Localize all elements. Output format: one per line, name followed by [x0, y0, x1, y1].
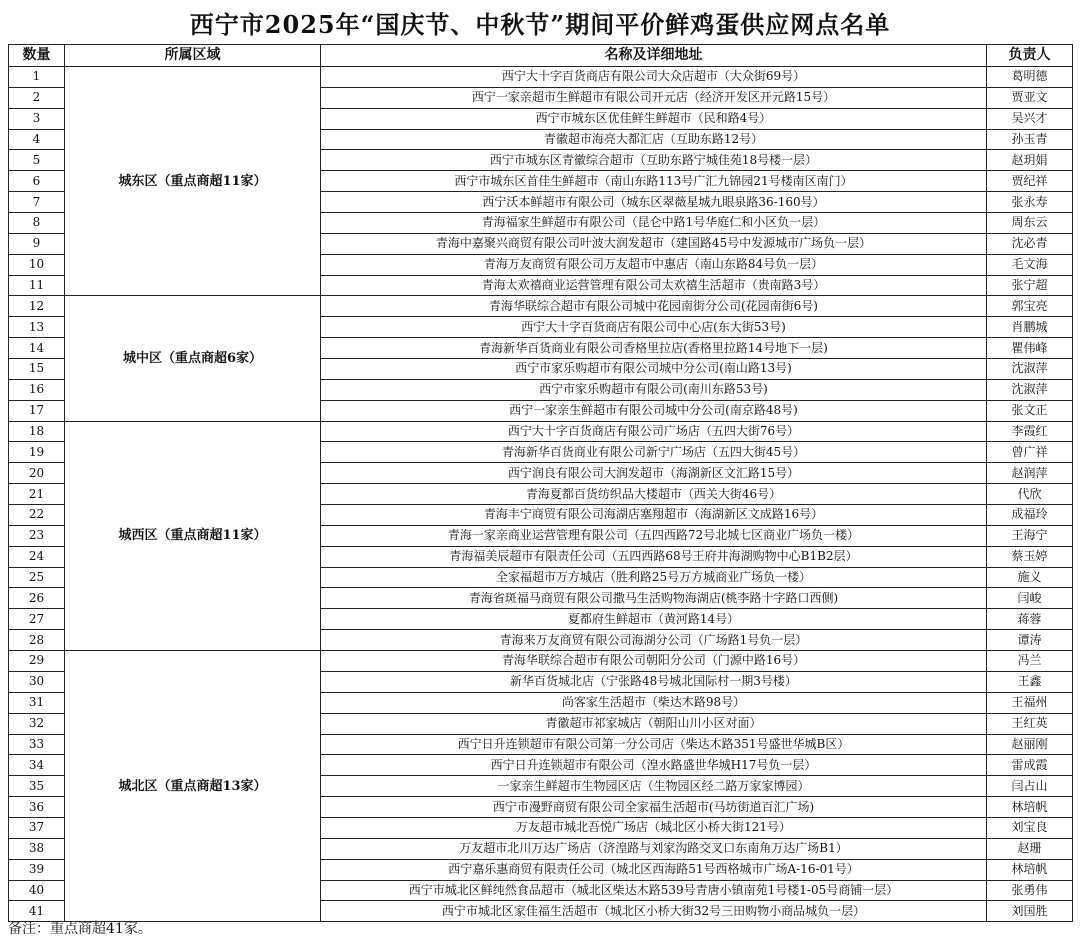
store-name-address: 西宁市城东区首佳生鲜超市（南山东路113号广汇九锦园21号楼南区南门） [321, 171, 987, 192]
responsible-person: 张永寿 [987, 192, 1073, 213]
region-cell: 城东区（重点商超11家） [65, 67, 321, 296]
responsible-person: 成福玲 [987, 505, 1073, 526]
row-number: 29 [9, 651, 65, 672]
store-name-address: 西宁市家乐购超市有限公司城中分公司(南山路13号) [321, 359, 987, 380]
store-name-address: 西宁市城东区优佳鲜生鲜超市（民和路4号） [321, 108, 987, 129]
store-name-address: 西宁市城北区鲜纯然食品超市（城北区柴达木路539号青唐小镇南苑1号楼1-05号商铺一层） [321, 880, 987, 901]
store-name-address: 青海省斑福马商贸有限公司撒马生活购物海湖店(桃李路十字路口西侧) [321, 588, 987, 609]
header-region: 所属区域 [65, 45, 321, 67]
row-number: 10 [9, 254, 65, 275]
responsible-person: 曾广祥 [987, 442, 1073, 463]
region-cell: 城西区（重点商超11家） [65, 421, 321, 650]
row-number: 23 [9, 525, 65, 546]
row-number: 30 [9, 671, 65, 692]
row-number: 2 [9, 87, 65, 108]
row-number: 18 [9, 421, 65, 442]
store-name-address: 西宁市城北区家佳福生活超市（城北区小桥大街32号三田购物小商品城负一层） [321, 901, 987, 922]
responsible-person: 王福州 [987, 692, 1073, 713]
responsible-person: 施义 [987, 567, 1073, 588]
row-number: 40 [9, 880, 65, 901]
row-number: 33 [9, 734, 65, 755]
store-list-table [8, 44, 1073, 922]
store-name-address: 西宁日升连锁超市有限公司第一分公司店（柴达木路351号盛世华城B区） [321, 734, 987, 755]
responsible-person: 赵丽刚 [987, 734, 1073, 755]
responsible-person: 闫占山 [987, 776, 1073, 797]
table-body [9, 67, 1073, 922]
responsible-person: 闫峻 [987, 588, 1073, 609]
row-number: 27 [9, 609, 65, 630]
store-name-address: 西宁润良有限公司大润发超市（海湖新区文汇路15号） [321, 463, 987, 484]
row-number: 34 [9, 755, 65, 776]
store-name-address: 青海丰宁商贸有限公司海湖店塞翔超市（海湖新区文成路16号） [321, 505, 987, 526]
responsible-person: 林培帆 [987, 797, 1073, 818]
row-number: 32 [9, 713, 65, 734]
store-name-address: 青海福美辰超市有限责任公司（五四西路68号王府井海湖购物中心B1B2层） [321, 546, 987, 567]
row-number: 21 [9, 484, 65, 505]
responsible-person: 毛文海 [987, 254, 1073, 275]
store-name-address: 青海新华百货商业有限公司香格里拉店(香格里拉路14号地下一层) [321, 338, 987, 359]
responsible-person: 赵玥娟 [987, 150, 1073, 171]
store-name-address: 青海夏都百货纺织品大楼超市（西关大街46号） [321, 484, 987, 505]
store-name-address: 万友超市城北吾悦广场店（城北区小桥大街121号） [321, 817, 987, 838]
responsible-person: 代欣 [987, 484, 1073, 505]
store-name-address: 青海太欢禧商业运营管理有限公司太欢禧生活超市（贵南路3号） [321, 275, 987, 296]
row-number: 35 [9, 776, 65, 797]
row-number: 7 [9, 192, 65, 213]
row-number: 19 [9, 442, 65, 463]
store-name-address: 西宁市漫野商贸有限公司全家福生活超市(马坊街道百汇广场) [321, 797, 987, 818]
store-name-address: 青海中嘉聚兴商贸有限公司叶波大润发超市（建国路45号中发源城市广场负一层） [321, 233, 987, 254]
responsible-person: 雷成霞 [987, 755, 1073, 776]
store-name-address: 西宁大十字百货商店有限公司中心店(东大街53号) [321, 317, 987, 338]
responsible-person: 沈必青 [987, 233, 1073, 254]
store-name-address: 青海一家亲商业运营管理有限公司（五四西路72号北城七区商业广场负一楼） [321, 525, 987, 546]
responsible-person: 谭涛 [987, 630, 1073, 651]
responsible-person: 王海宁 [987, 525, 1073, 546]
row-number: 36 [9, 797, 65, 818]
row-number: 41 [9, 901, 65, 922]
responsible-person: 吴兴才 [987, 108, 1073, 129]
responsible-person: 周东云 [987, 213, 1073, 234]
store-name-address: 青海万友商贸有限公司万友超市中惠店（南山东路84号负一层） [321, 254, 987, 275]
responsible-person: 肖鹏城 [987, 317, 1073, 338]
responsible-person: 沈淑萍 [987, 359, 1073, 380]
row-number: 15 [9, 359, 65, 380]
store-name-address: 西宁嘉乐惠商贸有限责任公司（城北区西海路51号西格城市广场A-16-01号） [321, 859, 987, 880]
row-number: 4 [9, 129, 65, 150]
responsible-person: 贾亚文 [987, 87, 1073, 108]
region-cell: 城北区（重点商超13家） [65, 651, 321, 922]
responsible-person: 赵润萍 [987, 463, 1073, 484]
responsible-person: 张宁超 [987, 275, 1073, 296]
header-num: 数量 [9, 45, 65, 67]
store-name-address: 新华百货城北店（宁张路48号城北国际村一期3号楼） [321, 671, 987, 692]
table-header-row [9, 45, 1073, 67]
row-number: 37 [9, 817, 65, 838]
store-name-address: 夏都府生鲜超市（黄河路14号） [321, 609, 987, 630]
responsible-person: 郭宝亮 [987, 296, 1073, 317]
responsible-person: 沈淑萍 [987, 379, 1073, 400]
responsible-person: 葛明德 [987, 67, 1073, 88]
responsible-person: 蒋蓉 [987, 609, 1073, 630]
responsible-person: 林培帆 [987, 859, 1073, 880]
store-name-address: 西宁沃本鲜超市有限公司（城东区翠薇星城九眼泉路36-160号） [321, 192, 987, 213]
responsible-person: 贾纪祥 [987, 171, 1073, 192]
row-number: 31 [9, 692, 65, 713]
responsible-person: 张文正 [987, 400, 1073, 421]
responsible-person: 刘国胜 [987, 901, 1073, 922]
row-number: 22 [9, 505, 65, 526]
row-number: 38 [9, 838, 65, 859]
row-number: 13 [9, 317, 65, 338]
row-number: 8 [9, 213, 65, 234]
table-row [9, 651, 1073, 672]
row-number: 16 [9, 379, 65, 400]
header-name: 名称及详细地址 [321, 45, 987, 67]
page-title: 西宁市2025年“国庆节、中秋节”期间平价鲜鸡蛋供应网点名单 [189, 9, 891, 39]
table-row [9, 67, 1073, 88]
store-name-address: 青海福家生鲜超市有限公司（昆仑中路1号华庭仁和小区负一层） [321, 213, 987, 234]
row-number: 14 [9, 338, 65, 359]
responsible-person: 瞿伟峰 [987, 338, 1073, 359]
responsible-person: 赵珊 [987, 838, 1073, 859]
row-number: 17 [9, 400, 65, 421]
row-number: 5 [9, 150, 65, 171]
header-person: 负责人 [987, 45, 1073, 67]
store-name-address: 青海华联综合超市有限公司城中花园南街分公司(花园南街6号) [321, 296, 987, 317]
row-number: 24 [9, 546, 65, 567]
store-name-address: 尚客家生活超市（柴达木路98号） [321, 692, 987, 713]
responsible-person: 蔡玉婷 [987, 546, 1073, 567]
store-name-address: 万友超市北川万达广场店（济湟路与刘家沟路交叉口东南角万达广场B1） [321, 838, 987, 859]
store-name-address: 西宁大十字百货商店有限公司广场店（五四大街76号） [321, 421, 987, 442]
table-row [9, 421, 1073, 442]
store-name-address: 青海来万友商贸有限公司海湖分公司（广场路1号负一层） [321, 630, 987, 651]
row-number: 3 [9, 108, 65, 129]
store-name-address: 西宁大十字百货商店有限公司大众店超市（大众街69号） [321, 67, 987, 88]
row-number: 12 [9, 296, 65, 317]
responsible-person: 张勇伟 [987, 880, 1073, 901]
store-name-address: 青徽超市祁家城店（朝阳山川小区对面） [321, 713, 987, 734]
row-number: 26 [9, 588, 65, 609]
row-number: 11 [9, 275, 65, 296]
store-name-address: 全家福超市万方城店（胜利路25号万方城商业广场负一楼） [321, 567, 987, 588]
responsible-person: 孙玉青 [987, 129, 1073, 150]
table-row [9, 296, 1073, 317]
store-name-address: 西宁日升连锁超市有限公司（湟水路盛世华城H17号负一层） [321, 755, 987, 776]
responsible-person: 刘宝良 [987, 817, 1073, 838]
store-name-address: 青徽超市海亮大都汇店（互助东路12号） [321, 129, 987, 150]
store-name-address: 西宁市城东区青徽综合超市（互助东路宁城佳苑18号楼一层） [321, 150, 987, 171]
store-name-address: 青海新华百货商业有限公司新宁广场店（五四大街45号） [321, 442, 987, 463]
region-cell: 城中区（重点商超6家） [65, 296, 321, 421]
responsible-person: 冯兰 [987, 651, 1073, 672]
row-number: 9 [9, 233, 65, 254]
row-number: 39 [9, 859, 65, 880]
store-name-address: 青海华联综合超市有限公司朝阳分公司（门源中路16号） [321, 651, 987, 672]
store-name-address: 西宁一家亲生鲜超市有限公司城中分公司(南京路48号) [321, 400, 987, 421]
responsible-person: 李霞红 [987, 421, 1073, 442]
footnote: 备注：重点商超41家。 [8, 921, 152, 937]
row-number: 6 [9, 171, 65, 192]
store-name-address: 西宁一家亲超市生鲜超市有限公司开元店（经济开发区开元路15号） [321, 87, 987, 108]
responsible-person: 王鑫 [987, 671, 1073, 692]
row-number: 25 [9, 567, 65, 588]
store-name-address: 一家亲生鲜超市生物园区店（生物园区经二路万家家博园） [321, 776, 987, 797]
store-name-address: 西宁市家乐购超市有限公司(南川东路53号) [321, 379, 987, 400]
row-number: 1 [9, 67, 65, 88]
responsible-person: 王红英 [987, 713, 1073, 734]
row-number: 28 [9, 630, 65, 651]
row-number: 20 [9, 463, 65, 484]
